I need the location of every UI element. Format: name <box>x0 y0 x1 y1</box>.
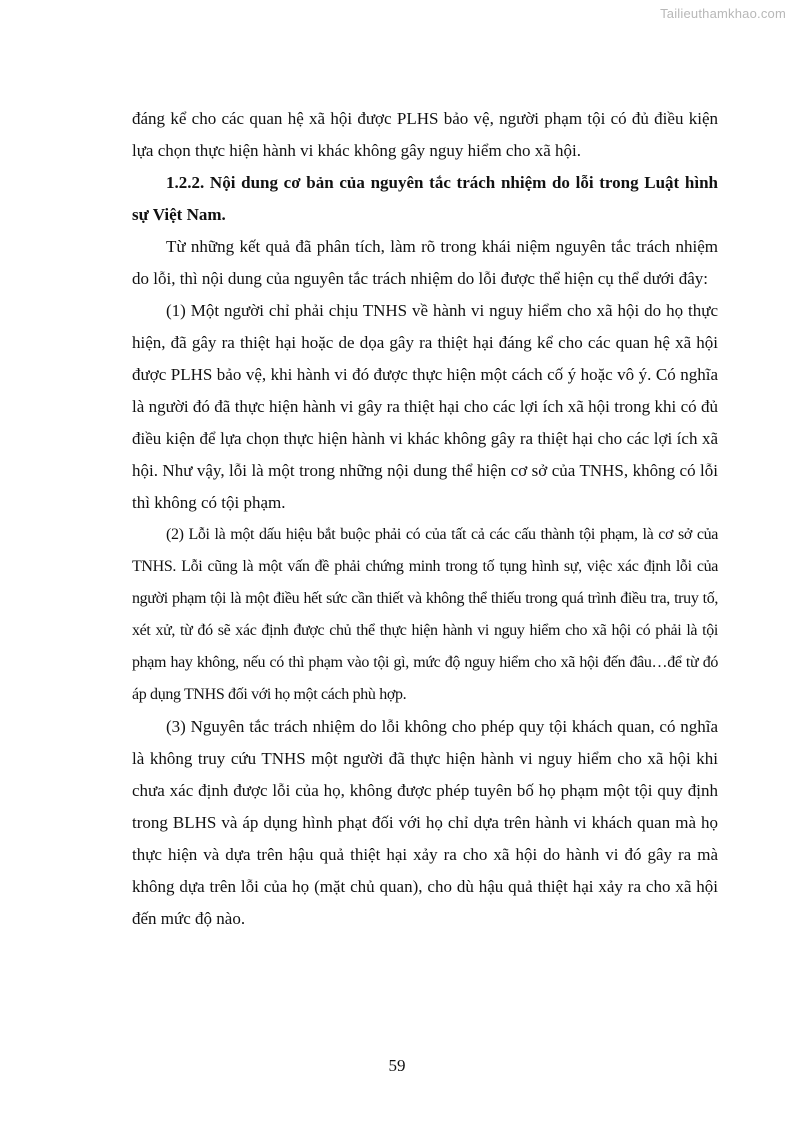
paragraph-intro: Từ những kết quả đã phân tích, làm rõ trong khái niệm nguyên tắc trách nhiệm do lỗi, thì nội dung của nguyên tắc trách nhiệm do lỗi được thể hiện cụ thể dưới đây: <box>132 237 718 288</box>
paragraph-item-3: (3) Nguyên tắc trách nhiệm do lỗi không cho phép quy tội khách quan, có nghĩa là không truy cứu TNHS một người đã thực hiện hành vi nguy hiểm cho xã hội khi chưa xác định được lỗi của họ, không được phép tuyên bố họ phạm một tội quy định trong BLHS và áp dụng hình phạt đối với họ chỉ dựa trên hành vi khách quan mà họ thực hiện và dựa trên hậu quả thiệt hại xảy ra cho xã hội do hành vi đó gây ra mà không dựa trên lỗi của họ (mặt chủ quan), cho dù hậu quả thiệt hại xảy ra cho xã hội đến mức độ nào. <box>132 717 718 928</box>
page-number: 59 <box>388 1056 406 1075</box>
paragraph-continuation: đáng kể cho các quan hệ xã hội được PLHS bảo vệ, người phạm tội có đủ điều kiện lựa chọn thực hiện hành vi khác không gây nguy hiểm cho xã hội. <box>132 109 718 160</box>
watermark: Tailieuthamkhao.com <box>660 6 786 21</box>
paragraph-item-2: (2) Lỗi là một dấu hiệu bắt buộc phải có của tất cả các cấu thành tội phạm, là cơ sở của TNHS. Lỗi cũng là một vấn đề phải chứng minh trong tố tụng hình sự, việc xác định lỗi của người phạm tội là một điều hết sức cần thiết và không thể thiếu trong quá trình điều tra, truy tố, xét xử, từ đó sẽ xác định được chủ thể thực hiện hành vi nguy hiểm cho xã hội có phải là tội phạm hay không, nếu có thì phạm vào tội gì, mức độ nguy hiểm cho xã hội đến đâu…để từ đó áp dụng TNHS đối với họ một cách phù hợp. <box>132 526 718 703</box>
paragraph-item-1: (1) Một người chỉ phải chịu TNHS về hành vi nguy hiểm cho xã hội do họ thực hiện, đã gây ra thiệt hại hoặc de dọa gây ra thiệt hại đáng kể cho các quan hệ xã hội được PLHS bảo vệ, khi hành vi đó được thực hiện một cách cố ý hoặc vô ý. Có nghĩa là người đó đã thực hiện hành vi gây ra thiệt hại cho các lợi ích xã hội trong khi có đủ điều kiện để lựa chọn thực hiện hành vi khác không gây ra thiệt hại cho các lợi ích xã hội. Như vậy, lỗi là một trong những nội dung thể hiện cơ sở của TNHS, không có lỗi thì không có tội phạm. <box>132 301 718 512</box>
page-body <box>132 103 718 935</box>
section-heading: 1.2.2. Nội dung cơ bản của nguyên tắc trách nhiệm do lỗi trong Luật hình sự Việt Nam. <box>132 173 718 224</box>
